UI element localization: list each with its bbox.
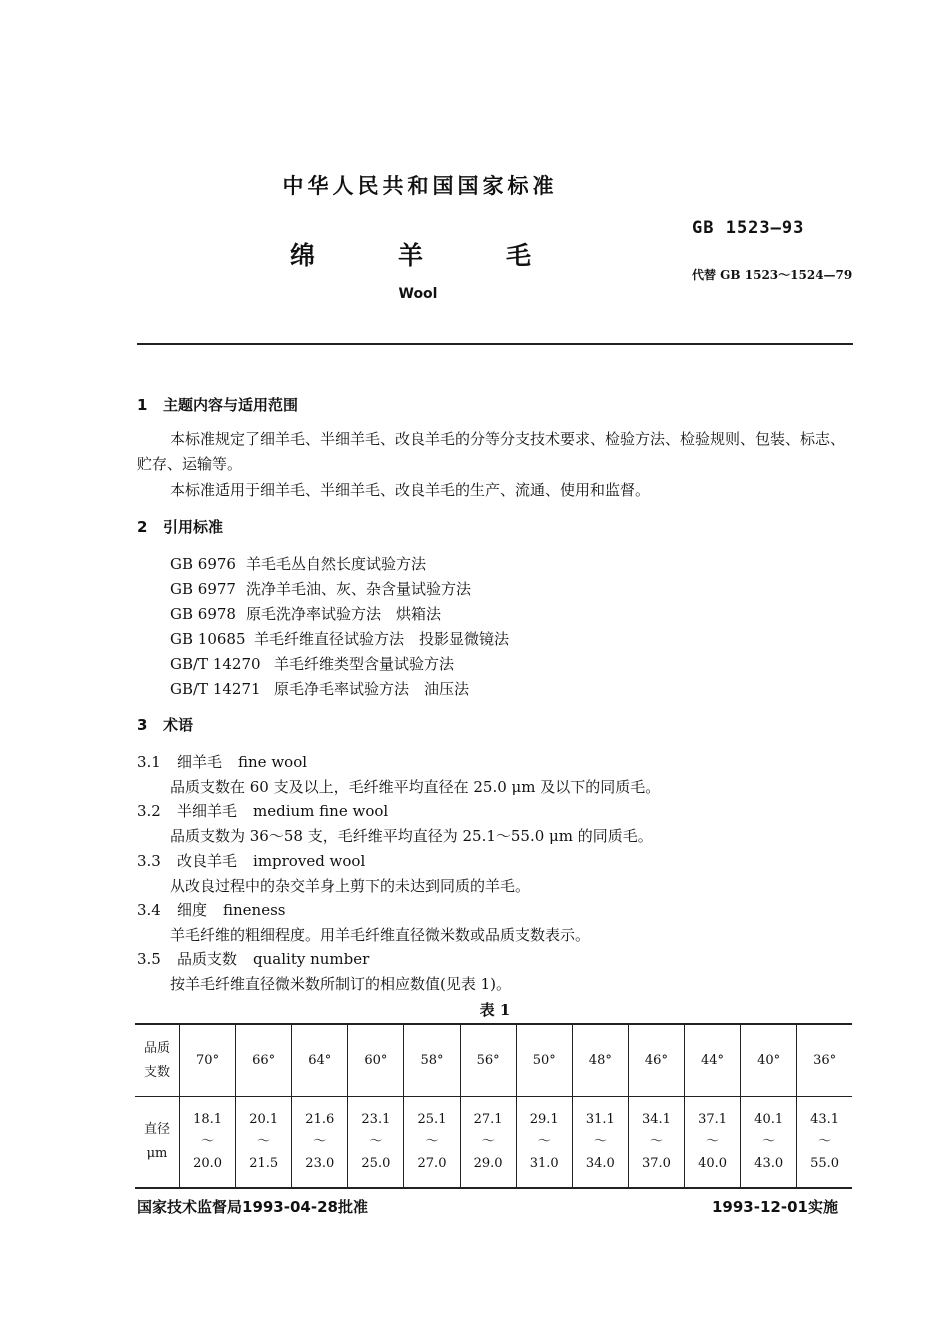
section-number: 1 [137, 396, 148, 414]
section-2-heading [137, 516, 223, 537]
diameter-range-cell [516, 1097, 572, 1189]
term-heading [137, 899, 286, 920]
approval-note: 国家技术监督局1993-04-28批准 [137, 1198, 368, 1216]
range-max: 37.0 [641, 1156, 671, 1171]
table-caption: 表 1 [479, 1001, 511, 1019]
term-chinese: 细羊毛 [177, 753, 223, 771]
range-max: 20.0 [193, 1156, 223, 1171]
grade-cell: 64° [292, 1024, 348, 1097]
table-row [135, 1024, 852, 1097]
header-line: 支数 [143, 1064, 170, 1080]
reference-title: 原毛洗净率试验方法 烘箱法 [246, 605, 442, 623]
term-english: quality number [253, 950, 370, 968]
term-english: medium fine wool [253, 802, 389, 820]
section-title: 主题内容与适用范围 [163, 396, 299, 414]
row-header-diameter [135, 1097, 180, 1189]
range-max: 55.0 [810, 1156, 840, 1171]
range-tilde: ～ [369, 1134, 383, 1149]
term-chinese: 半细羊毛 [177, 802, 238, 820]
reference-item [170, 603, 441, 624]
standard-code: GB 1523—93 [692, 218, 805, 238]
diameter-range-cell [404, 1097, 460, 1189]
range-tilde: ～ [762, 1134, 776, 1149]
term-number: 3.3 [137, 852, 161, 870]
term-definition: 羊毛纤维的粗细程度。用羊毛纤维直径微米数或品质支数表示。 [170, 926, 591, 944]
header-line: 直径 [143, 1122, 170, 1137]
range-min: 31.1 [585, 1112, 615, 1127]
header-line: μm [146, 1146, 168, 1161]
range-max: 25.0 [361, 1156, 391, 1171]
grade-cell: 60° [348, 1024, 404, 1097]
term-heading [137, 800, 388, 821]
range-min: 25.1 [417, 1112, 447, 1127]
term-definition: 按羊毛纤维直径微米数所制订的相应数值(见表 1)。 [170, 975, 512, 993]
header-rule [137, 343, 853, 345]
reference-code: GB/T 14270 [170, 655, 261, 673]
paragraph-line: 本标准规定了细羊毛、半细羊毛、改良羊毛的分等分支技术要求、检验方法、检验规则、包装、标志、 [170, 430, 846, 448]
grade-cell: 50° [516, 1024, 572, 1097]
range-min: 27.1 [473, 1112, 503, 1127]
diameter-range-cell [460, 1097, 516, 1189]
range-tilde: ～ [201, 1134, 215, 1149]
term-number: 3.5 [137, 950, 161, 968]
term-english: fine wool [238, 753, 308, 771]
table-row [135, 1097, 852, 1189]
range-min: 29.1 [529, 1112, 559, 1127]
reference-title: 羊毛毛丛自然长度试验方法 [246, 555, 427, 573]
row-header-quality-number [135, 1024, 180, 1097]
section-number: 2 [137, 518, 148, 536]
reference-item [170, 553, 426, 574]
range-min: 21.6 [305, 1112, 335, 1127]
grade-cell: 48° [572, 1024, 628, 1097]
reference-code: GB/T 14271 [170, 680, 261, 698]
title-char: 绵 [290, 241, 316, 270]
term-heading [137, 850, 365, 871]
term-number: 3.4 [137, 901, 161, 919]
range-tilde: ～ [593, 1134, 607, 1149]
term-number: 3.2 [137, 802, 161, 820]
reference-item [170, 678, 469, 699]
term-definition: 从改良过程中的杂交羊身上剪下的未达到同质的羊毛。 [170, 877, 531, 895]
grade-cell: 44° [684, 1024, 740, 1097]
range-max: 27.0 [417, 1156, 447, 1171]
reference-title: 羊毛纤维类型含量试验方法 [274, 655, 455, 673]
grade-cell: 58° [404, 1024, 460, 1097]
english-subtitle: Wool [398, 286, 438, 302]
term-chinese: 品质支数 [177, 950, 238, 968]
replaces-note: 代替 GB 1523～1524—79 [692, 268, 853, 282]
range-max: 34.0 [585, 1156, 615, 1171]
diameter-range-cell [180, 1097, 236, 1189]
term-chinese: 细度 [177, 901, 208, 919]
range-max: 43.0 [754, 1156, 784, 1171]
quality-number-table [135, 1023, 852, 1189]
range-min: 40.1 [754, 1112, 784, 1127]
range-min: 23.1 [361, 1112, 391, 1127]
diameter-range-cell [741, 1097, 797, 1189]
range-min: 43.1 [810, 1112, 840, 1127]
term-definition: 品质支数为 36～58 支，毛纤维平均直径为 25.1～55.0 μm 的同质毛。 [170, 827, 653, 845]
grade-cell: 56° [460, 1024, 516, 1097]
range-tilde: ～ [481, 1134, 495, 1149]
reference-title: 原毛净毛率试验方法 油压法 [274, 680, 470, 698]
diameter-range-cell [292, 1097, 348, 1189]
reference-title: 洗净羊毛油、灰、杂含量试验方法 [246, 580, 472, 598]
reference-code: GB 6977 [170, 580, 236, 598]
term-english: improved wool [253, 852, 366, 870]
grade-cell: 70° [180, 1024, 236, 1097]
grade-cell: 36° [797, 1024, 852, 1097]
range-tilde: ～ [257, 1134, 271, 1149]
section-3-heading [137, 714, 193, 735]
document-title [290, 236, 614, 272]
reference-title: 羊毛纤维直径试验方法 投影显微镜法 [254, 630, 510, 648]
range-tilde: ～ [706, 1134, 720, 1149]
range-tilde: ～ [313, 1134, 327, 1149]
reference-item [170, 628, 509, 649]
range-max: 21.5 [249, 1156, 279, 1171]
reference-item [170, 578, 471, 599]
paragraph-line: 贮存、运输等。 [137, 455, 243, 473]
diameter-range-cell [572, 1097, 628, 1189]
term-chinese: 改良羊毛 [177, 852, 238, 870]
reference-code: GB 6978 [170, 605, 236, 623]
section-title: 术语 [163, 716, 194, 734]
section-number: 3 [137, 716, 148, 734]
title-char: 羊 [398, 241, 424, 270]
section-title: 引用标准 [163, 518, 224, 536]
grade-cell: 40° [741, 1024, 797, 1097]
diameter-range-cell [348, 1097, 404, 1189]
section-1-heading [137, 394, 298, 415]
term-english: fineness [223, 901, 286, 919]
effective-date: 1993-12-01实施 [712, 1198, 838, 1216]
header-line: 品质 [143, 1040, 170, 1056]
diameter-range-cell [236, 1097, 292, 1189]
range-max: 23.0 [305, 1156, 335, 1171]
term-number: 3.1 [137, 753, 161, 771]
diameter-range-cell [684, 1097, 740, 1189]
grade-cell: 66° [236, 1024, 292, 1097]
reference-item [170, 653, 454, 674]
term-heading [137, 751, 307, 772]
range-tilde: ～ [425, 1134, 439, 1149]
diameter-range-cell [628, 1097, 684, 1189]
range-min: 37.1 [698, 1112, 728, 1127]
title-char: 毛 [506, 241, 532, 270]
range-tilde: ～ [537, 1134, 551, 1149]
grade-cell: 46° [628, 1024, 684, 1097]
national-standard-title: 中华人民共和国国家标准 [282, 174, 558, 198]
diameter-range-cell [797, 1097, 852, 1189]
range-min: 20.1 [249, 1112, 279, 1127]
reference-code: GB 10685 [170, 630, 246, 648]
term-definition: 品质支数在 60 支及以上，毛纤维平均直径在 25.0 μm 及以下的同质毛。 [170, 778, 661, 796]
term-heading [137, 948, 369, 969]
range-min: 34.1 [641, 1112, 671, 1127]
reference-code: GB 6976 [170, 555, 236, 573]
range-max: 40.0 [698, 1156, 728, 1171]
range-max: 29.0 [473, 1156, 503, 1171]
range-tilde: ～ [649, 1134, 663, 1149]
range-min: 18.1 [193, 1112, 223, 1127]
section-1-paragraph-1 [137, 427, 853, 477]
range-max: 31.0 [529, 1156, 559, 1171]
range-tilde: ～ [818, 1134, 832, 1149]
section-1-paragraph-2: 本标准适用于细羊毛、半细羊毛、改良羊毛的生产、流通、使用和监督。 [170, 481, 651, 499]
